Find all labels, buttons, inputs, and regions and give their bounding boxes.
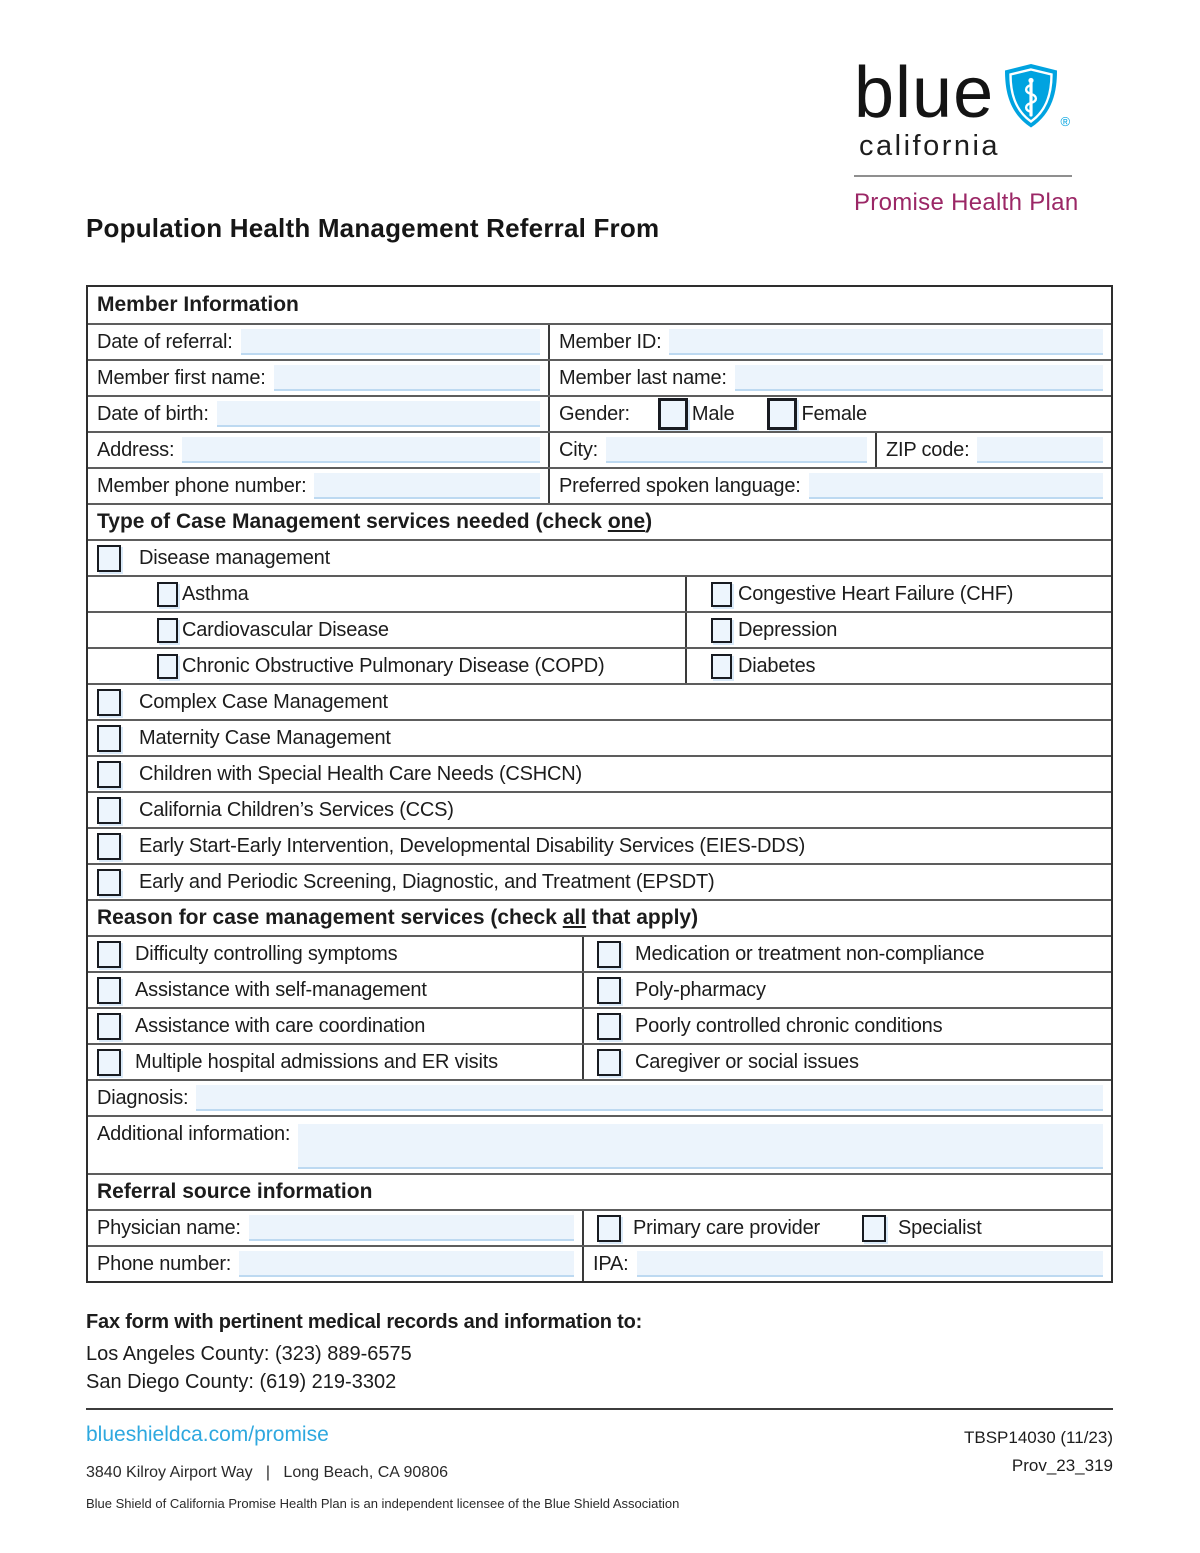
cell [88, 1211, 582, 1245]
cell [582, 1211, 1111, 1245]
first-name-input[interactable] [274, 365, 540, 391]
checkbox-asthma[interactable] [157, 582, 178, 607]
cell [88, 685, 1111, 719]
blueshield-shield-icon [1003, 63, 1071, 129]
dob-label: Date of birth: [97, 402, 209, 425]
section-header-row [88, 1173, 1111, 1209]
cell [88, 1045, 582, 1079]
page-title: Population Health Management Referral From [86, 213, 660, 243]
logo-brand-row [854, 53, 1082, 133]
cell [88, 541, 1111, 575]
depression-label: Depression [738, 618, 838, 641]
checkbox-specialist[interactable] [862, 1215, 886, 1242]
member-information-header: Member Information [97, 293, 299, 316]
diabetes-label: Diabetes [738, 654, 816, 677]
form-row [88, 971, 1111, 1007]
hospital-admissions-label: Multiple hospital admissions and ER visits [135, 1050, 498, 1073]
maternity-case-label: Maternity Case Management [139, 726, 391, 749]
checkbox-assistance-self-management[interactable] [97, 977, 121, 1004]
fax-heading: Fax form with pertinent medical records and information to: [86, 1311, 643, 1333]
diagnosis-label: Diagnosis: [97, 1086, 189, 1109]
checkbox-cardiovascular[interactable] [157, 618, 178, 643]
cell [88, 829, 1111, 863]
footer-address: 3840 Kilroy Airport Way | Long Beach, CA 90806 [86, 1464, 448, 1481]
phone-number-label: Phone number: [97, 1252, 232, 1275]
cell [88, 1009, 582, 1043]
chf-label: Congestive Heart Failure (CHF) [738, 582, 1014, 605]
female-label: Female [801, 402, 867, 425]
poly-pharmacy-label: Poly-pharmacy [635, 978, 766, 1001]
checkbox-diabetes[interactable] [711, 654, 732, 679]
form-row [88, 1043, 1111, 1079]
member-phone-input[interactable] [314, 473, 540, 499]
cell [875, 433, 1111, 467]
additional-info-input[interactable] [298, 1124, 1103, 1169]
cell [548, 469, 1111, 503]
cell [88, 793, 1111, 827]
cell [88, 1247, 582, 1281]
city-input[interactable] [606, 437, 867, 463]
section-header-row [88, 287, 1111, 323]
cell [548, 325, 1111, 359]
fax-line-la: Los Angeles County: (323) 889-6575 [86, 1343, 412, 1365]
ipa-input[interactable] [637, 1251, 1103, 1277]
form-row [88, 1079, 1111, 1115]
asthma-label: Asthma [182, 582, 249, 605]
caregiver-social-label: Caregiver or social issues [635, 1050, 859, 1073]
cell [88, 361, 548, 395]
specialist-label: Specialist [897, 1216, 982, 1239]
services-header: Type of Case Management services needed (check one) [97, 510, 653, 533]
eies-dds-label: Early Start-Early Intervention, Developmental Disability Services (EIES-DDS) [139, 834, 806, 857]
checkbox-caregiver-social-issues[interactable] [597, 1049, 621, 1076]
cell [88, 721, 1111, 755]
checkbox-female[interactable] [767, 398, 797, 430]
cell [582, 1247, 1111, 1281]
cell [548, 397, 1111, 431]
logo-divider [854, 175, 1072, 177]
checkbox-copd[interactable] [157, 654, 178, 679]
difficulty-symptoms-label: Difficulty controlling symptoms [135, 942, 398, 965]
footer-disclaimer: Blue Shield of California Promise Health Plan is an independent licensee of the Blue Shield Association [86, 1496, 680, 1511]
male-label: Male [691, 402, 735, 425]
address-label: Address: [97, 438, 175, 461]
footer-divider [86, 1408, 1113, 1410]
poorly-controlled-label: Poorly controlled chronic conditions [635, 1014, 943, 1037]
city-label: City: [559, 438, 599, 461]
referral-source-header: Referral source information [97, 1180, 373, 1203]
cell [88, 577, 685, 611]
form-row [88, 719, 1111, 755]
checkbox-poly-pharmacy[interactable] [597, 977, 621, 1004]
last-name-input[interactable] [735, 365, 1103, 391]
form-row [88, 395, 1111, 431]
cell [88, 433, 548, 467]
zip-label: ZIP code: [886, 438, 970, 461]
form-row [88, 575, 1111, 611]
date-of-referral-input[interactable] [241, 329, 540, 355]
form-row [88, 431, 1111, 467]
cell [88, 1117, 1111, 1173]
cell [88, 505, 1111, 539]
form-row [88, 791, 1111, 827]
zip-input[interactable] [977, 437, 1103, 463]
section-header-row [88, 899, 1111, 935]
form-row [88, 683, 1111, 719]
medication-non-compliance-label: Medication or treatment non-compliance [635, 942, 985, 965]
document-number [964, 1424, 1113, 1480]
phone-number-input[interactable] [239, 1251, 574, 1277]
checkbox-medication-non-compliance[interactable] [597, 941, 621, 968]
cell [582, 973, 1111, 1007]
language-label: Preferred spoken language: [559, 474, 801, 497]
cell [88, 937, 582, 971]
form-row [88, 1115, 1111, 1173]
fax-instructions [86, 1308, 642, 1396]
ipa-label: IPA: [593, 1252, 629, 1275]
form-row [88, 647, 1111, 683]
disease-management-label: Disease management [139, 546, 330, 569]
blueshield-logo [854, 53, 1082, 217]
cardiovascular-label: Cardiovascular Disease [182, 618, 389, 641]
cell [88, 865, 1111, 899]
gender-label: Gender: [559, 402, 630, 425]
checkbox-poorly-controlled-conditions[interactable] [597, 1013, 621, 1040]
registered-trademark: ® [1060, 114, 1071, 129]
cell [88, 613, 685, 647]
logo-california-text: california [859, 130, 1001, 162]
form-row [88, 863, 1111, 899]
form-row [88, 1007, 1111, 1043]
self-management-label: Assistance with self-management [135, 978, 427, 1001]
cell [685, 577, 1111, 611]
form-row [88, 539, 1111, 575]
cell [582, 1045, 1111, 1079]
form-row [88, 611, 1111, 647]
cell [548, 433, 875, 467]
cell [88, 1081, 1111, 1115]
checkbox-complex-case-management[interactable] [97, 689, 121, 716]
logo-brand-text: blue [854, 53, 995, 133]
checkbox-assistance-care-coordination[interactable] [97, 1013, 121, 1040]
checkbox-difficulty-controlling-symptoms[interactable] [97, 941, 121, 968]
checkbox-cshcn[interactable] [97, 761, 121, 788]
cell [88, 1175, 1111, 1209]
last-name-label: Member last name: [559, 366, 727, 389]
copd-label: Chronic Obstructive Pulmonary Disease (COPD) [182, 654, 605, 677]
form-row [88, 935, 1111, 971]
cell [88, 973, 582, 1007]
logo-tagline: Promise Health Plan [854, 189, 1079, 216]
checkbox-maternity-case-management[interactable] [97, 725, 121, 752]
member-id-label: Member ID: [559, 330, 662, 353]
cell [685, 649, 1111, 683]
cell [548, 361, 1111, 395]
checkbox-chf[interactable] [711, 582, 732, 607]
dob-input[interactable] [217, 401, 540, 427]
member-phone-label: Member phone number: [97, 474, 307, 497]
doc-code-line: Prov_23_319 [1011, 1456, 1113, 1475]
additional-info-label: Additional information: [97, 1123, 291, 1145]
fax-line-sd: San Diego County: (619) 219-3302 [86, 1371, 397, 1393]
form-row [88, 323, 1111, 359]
cell [582, 1009, 1111, 1043]
cell [685, 613, 1111, 647]
shield-caduceus-icon [1003, 63, 1059, 129]
cell [88, 397, 548, 431]
epsdt-label: Early and Periodic Screening, Diagnostic, and Treatment (EPSDT) [139, 870, 715, 893]
website-link[interactable]: blueshieldca.com/promise [86, 1423, 329, 1446]
cell [88, 469, 548, 503]
form-row [88, 1245, 1111, 1281]
section-header-row [88, 503, 1111, 539]
checkbox-multiple-hospital-admissions[interactable] [97, 1049, 121, 1076]
cell [88, 901, 1111, 935]
complex-case-label: Complex Case Management [139, 690, 388, 713]
physician-name-input[interactable] [249, 1215, 574, 1241]
cshcn-label: Children with Special Health Care Needs (CSHCN) [139, 762, 582, 785]
member-id-input[interactable] [669, 329, 1103, 355]
address-input[interactable] [182, 437, 540, 463]
form-row [88, 359, 1111, 395]
language-input[interactable] [809, 473, 1103, 499]
form-row [88, 467, 1111, 503]
checkbox-ccs[interactable] [97, 797, 121, 824]
reasons-header: Reason for case management services (check all that apply) [97, 906, 699, 929]
checkbox-disease-management[interactable] [97, 545, 121, 572]
form-row [88, 827, 1111, 863]
cell [88, 287, 1111, 323]
referral-form-table [86, 285, 1113, 1283]
doc-number-line: TBSP14030 (11/23) [964, 1428, 1113, 1447]
checkbox-depression[interactable] [711, 618, 732, 643]
checkbox-eies-dds[interactable] [97, 833, 121, 860]
ccs-label: California Children’s Services (CCS) [139, 798, 454, 821]
form-row [88, 1209, 1111, 1245]
first-name-label: Member first name: [97, 366, 266, 389]
physician-name-label: Physician name: [97, 1216, 241, 1239]
cell [88, 649, 685, 683]
cell [88, 757, 1111, 791]
care-coordination-label: Assistance with care coordination [135, 1014, 426, 1037]
primary-care-provider-label: Primary care provider [633, 1216, 820, 1239]
date-of-referral-label: Date of referral: [97, 330, 233, 353]
form-row [88, 755, 1111, 791]
cell [582, 937, 1111, 971]
checkbox-primary-care-provider[interactable] [597, 1215, 621, 1242]
checkbox-epsdt[interactable] [97, 869, 121, 896]
diagnosis-input[interactable] [196, 1085, 1103, 1111]
cell [88, 325, 548, 359]
checkbox-male[interactable] [658, 398, 688, 430]
